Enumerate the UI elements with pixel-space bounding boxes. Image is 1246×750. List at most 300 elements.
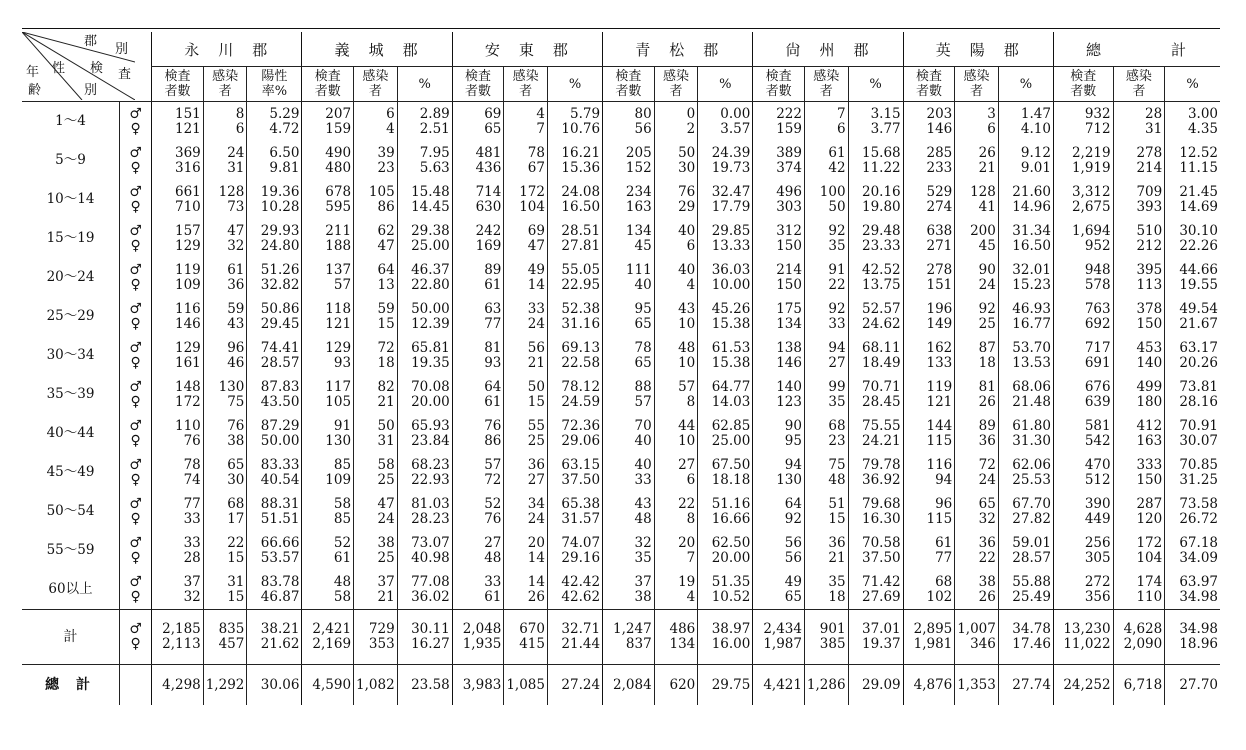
data-cell xyxy=(397,492,452,531)
male-value: 763 xyxy=(1084,300,1111,317)
female-value: 18.96 xyxy=(1179,636,1218,652)
male-value: 148 xyxy=(175,378,201,395)
male-value: 61.53 xyxy=(711,339,751,356)
female-value: 21.44 xyxy=(561,636,601,652)
subheader-text: 者數 xyxy=(164,84,191,99)
male-value: 529 xyxy=(926,183,953,200)
male-value: 37 xyxy=(377,573,395,590)
male-value: 67.50 xyxy=(711,456,751,473)
female-value: 28.45 xyxy=(861,393,901,410)
data-cell xyxy=(247,102,302,142)
male-value: 63.97 xyxy=(1179,573,1218,590)
data-cell xyxy=(547,258,602,297)
female-value: 20.00 xyxy=(411,393,450,410)
female-value: 4.35 xyxy=(1187,120,1218,137)
data-cell xyxy=(302,531,354,570)
grand-total-cell: 1,292 xyxy=(203,665,247,706)
data-cell xyxy=(753,531,805,570)
female-value: 1,919 xyxy=(1071,159,1111,176)
male-value: 45.26 xyxy=(711,300,751,317)
table-row xyxy=(22,219,1220,258)
male-value: 15.48 xyxy=(411,183,450,200)
data-cell xyxy=(603,492,655,531)
data-cell xyxy=(804,492,848,531)
female-value: 31 xyxy=(227,159,245,176)
male-symbol-icon: ♂ xyxy=(129,534,142,551)
male-value: 55.88 xyxy=(1012,573,1051,590)
data-cell xyxy=(452,258,504,297)
male-value: 1.47 xyxy=(1020,105,1051,122)
female-symbol-icon: ♀ xyxy=(130,588,141,605)
male-value: 412 xyxy=(1136,417,1163,434)
female-value: 630 xyxy=(475,198,502,215)
female-value: 29.16 xyxy=(561,549,601,566)
age-group: 50～54 xyxy=(46,503,95,519)
female-value: 480 xyxy=(325,159,352,176)
data-cell xyxy=(354,570,398,610)
female-value: 271 xyxy=(926,237,953,254)
data-cell xyxy=(698,570,753,610)
male-value: 932 xyxy=(1084,105,1111,122)
data-cell xyxy=(955,297,999,336)
data-cell xyxy=(152,531,204,570)
data-cell xyxy=(1053,570,1113,610)
female-value: 188 xyxy=(325,237,352,254)
male-value: 50 xyxy=(678,144,696,161)
female-value: 17 xyxy=(227,510,245,527)
female-value: 23.84 xyxy=(411,432,450,449)
male-value: 65 xyxy=(227,456,245,473)
female-value: 385 xyxy=(819,636,846,652)
data-cell xyxy=(203,375,247,414)
female-value: 692 xyxy=(1084,315,1111,332)
data-cell xyxy=(504,219,548,258)
subtotal-cell xyxy=(302,610,354,665)
female-value: 16.00 xyxy=(711,636,751,652)
male-value: 75 xyxy=(828,456,846,473)
male-value: 61 xyxy=(828,144,846,161)
female-value: 33 xyxy=(828,315,846,332)
male-symbol-icon: ♂ xyxy=(129,456,142,473)
female-value: 30.07 xyxy=(1179,432,1218,449)
male-value: 70.71 xyxy=(861,378,901,395)
male-value: 20 xyxy=(527,534,545,551)
subheader-uiseong-rate xyxy=(397,67,452,102)
male-value: 58 xyxy=(377,456,395,473)
data-cell xyxy=(397,102,452,142)
age-group: 10～14 xyxy=(46,191,95,207)
male-value: 129 xyxy=(175,339,201,356)
male-value: 96 xyxy=(227,339,245,356)
grand-total-cell: 29.75 xyxy=(698,665,753,706)
subtotal-cell xyxy=(698,610,753,665)
male-value: 61 xyxy=(227,261,245,278)
male-value: 678 xyxy=(325,183,352,200)
female-value: 415 xyxy=(519,636,545,652)
male-value: 16.21 xyxy=(561,144,601,161)
data-cell xyxy=(804,219,848,258)
data-cell xyxy=(152,453,204,492)
female-value: 25.53 xyxy=(1012,471,1051,488)
female-value: 14 xyxy=(527,549,545,566)
female-value: 104 xyxy=(1136,549,1163,566)
male-value: 32.01 xyxy=(1012,261,1051,278)
age-group: 5～9 xyxy=(55,152,86,168)
male-value: 65.38 xyxy=(561,495,601,512)
data-cell xyxy=(903,258,955,297)
male-value: 65.93 xyxy=(411,417,450,434)
data-cell xyxy=(397,219,452,258)
male-value: 24.39 xyxy=(711,144,751,161)
female-value: 40.54 xyxy=(260,471,300,488)
grand-total-cell: 3,983 xyxy=(452,665,504,706)
female-value: 11.22 xyxy=(861,159,901,176)
male-value: 38 xyxy=(978,573,996,590)
male-value: 510 xyxy=(1136,222,1163,239)
female-value: 8 xyxy=(686,510,696,527)
female-value: 40 xyxy=(634,432,652,449)
female-value: 36.92 xyxy=(861,471,901,488)
male-symbol-icon: ♂ xyxy=(129,261,142,278)
male-value: 2,434 xyxy=(763,621,802,637)
female-value: 21.48 xyxy=(1012,393,1051,410)
male-value: 234 xyxy=(625,183,652,200)
female-value: 65 xyxy=(484,120,502,137)
data-cell xyxy=(1053,219,1113,258)
female-value: 17.46 xyxy=(1012,636,1051,652)
male-value: 20 xyxy=(678,534,696,551)
data-cell xyxy=(1165,531,1220,570)
subtotal-cell xyxy=(903,610,955,665)
data-cell xyxy=(203,180,247,219)
female-value: 73 xyxy=(227,198,245,215)
male-value: 82 xyxy=(377,378,395,395)
female-value: 21 xyxy=(377,588,395,605)
table-row xyxy=(22,570,1220,610)
male-value: 31 xyxy=(227,573,245,590)
data-cell xyxy=(397,180,452,219)
sex-cell xyxy=(120,610,152,665)
female-value: 6 xyxy=(686,237,696,254)
data-cell xyxy=(452,414,504,453)
subheader-text: 感染 xyxy=(963,69,990,84)
male-value: 52 xyxy=(333,534,352,551)
male-value: 70.85 xyxy=(1179,456,1218,473)
female-value: 133 xyxy=(926,354,953,371)
female-value: 10 xyxy=(678,354,696,371)
male-value: 32.47 xyxy=(711,183,751,200)
data-cell xyxy=(247,258,302,297)
male-value: 287 xyxy=(1136,495,1163,512)
data-cell xyxy=(848,141,903,180)
data-cell xyxy=(547,414,602,453)
data-cell xyxy=(603,219,655,258)
age-group: 1～4 xyxy=(55,113,86,129)
female-value: 27 xyxy=(527,471,545,488)
data-cell xyxy=(302,141,354,180)
male-value: 65.81 xyxy=(411,339,450,356)
data-cell xyxy=(955,375,999,414)
male-value: 89 xyxy=(978,417,996,434)
male-value: 78 xyxy=(183,456,201,473)
male-value: 53.70 xyxy=(1012,339,1051,356)
male-value: 70.91 xyxy=(1179,417,1218,434)
data-cell xyxy=(203,414,247,453)
male-value: 19.36 xyxy=(260,183,300,200)
male-value: 12.52 xyxy=(1179,144,1218,161)
female-value: 303 xyxy=(776,198,802,215)
data-cell xyxy=(903,492,955,531)
female-value: 109 xyxy=(175,276,201,293)
data-cell xyxy=(848,219,903,258)
male-value: 174 xyxy=(1136,573,1163,590)
subheader-text: 者 xyxy=(368,84,382,99)
female-value: 29.06 xyxy=(561,432,601,449)
data-cell xyxy=(698,336,753,375)
data-cell xyxy=(903,336,955,375)
male-value: 32.71 xyxy=(561,621,601,637)
data-cell xyxy=(654,141,698,180)
data-cell xyxy=(848,258,903,297)
subtotal-row xyxy=(22,610,1220,665)
subtotal-cell xyxy=(998,610,1053,665)
data-cell xyxy=(302,219,354,258)
subheader-text: % xyxy=(1019,76,1033,92)
subtotal-cell xyxy=(397,610,452,665)
data-cell xyxy=(1053,531,1113,570)
table-row xyxy=(22,453,1220,492)
female-value: 13.75 xyxy=(861,276,901,293)
female-value: 18.18 xyxy=(711,471,751,488)
male-value: 21.60 xyxy=(1012,183,1051,200)
subheader-text: % xyxy=(418,76,431,92)
male-value: 58 xyxy=(333,495,352,512)
male-value: 57 xyxy=(484,456,502,473)
female-value: 19.55 xyxy=(1179,276,1218,293)
male-value: 28 xyxy=(1145,105,1163,122)
subtotal-cell xyxy=(603,610,655,665)
male-value: 717 xyxy=(1084,339,1111,356)
male-value: 119 xyxy=(926,378,953,395)
female-value: 12.39 xyxy=(411,315,450,332)
male-value: 76 xyxy=(678,183,696,200)
female-value: 24.59 xyxy=(561,393,601,410)
male-value: 470 xyxy=(1084,456,1111,473)
female-value: 47 xyxy=(377,237,395,254)
data-cell xyxy=(397,414,452,453)
data-cell xyxy=(603,141,655,180)
data-cell xyxy=(1053,453,1113,492)
subtotal-cell xyxy=(354,610,398,665)
female-value: 172 xyxy=(175,393,201,410)
data-cell xyxy=(698,375,753,414)
subheader-text: 検査 xyxy=(765,69,792,84)
age-group: 55～59 xyxy=(46,542,95,558)
male-value: 2,895 xyxy=(913,621,953,637)
data-cell xyxy=(654,375,698,414)
female-value: 38 xyxy=(634,588,652,605)
male-value: 81 xyxy=(484,339,502,356)
district-yeongcheon: 永 川 郡 xyxy=(152,32,302,67)
female-value: 163 xyxy=(625,198,652,215)
data-cell xyxy=(547,180,602,219)
data-cell xyxy=(354,141,398,180)
data-cell xyxy=(203,102,247,142)
data-cell xyxy=(998,492,1053,531)
female-value: 20.00 xyxy=(711,549,751,566)
data-cell xyxy=(504,570,548,610)
male-value: 64 xyxy=(784,495,802,512)
data-cell xyxy=(504,414,548,453)
female-symbol-icon: ♀ xyxy=(130,510,141,527)
male-value: 116 xyxy=(175,300,201,317)
data-cell xyxy=(452,531,504,570)
male-value: 73.07 xyxy=(411,534,450,551)
female-value: 33 xyxy=(183,510,201,527)
male-value: 83.33 xyxy=(260,456,300,473)
male-value: 61.80 xyxy=(1012,417,1051,434)
table-row xyxy=(22,336,1220,375)
data-cell xyxy=(955,492,999,531)
female-value: 31.16 xyxy=(561,315,601,332)
female-value: 146 xyxy=(926,120,953,137)
male-value: 129 xyxy=(325,339,352,356)
male-value: 19 xyxy=(678,573,696,590)
data-cell xyxy=(955,570,999,610)
female-value: 15.38 xyxy=(711,315,751,332)
male-value: 71.42 xyxy=(861,573,901,590)
male-value: 76 xyxy=(484,417,502,434)
female-value: 77 xyxy=(935,549,953,566)
female-value: 31.25 xyxy=(1179,471,1218,488)
data-cell xyxy=(654,102,698,142)
male-value: 242 xyxy=(475,222,502,239)
female-value: 4 xyxy=(686,588,696,605)
female-value: 4.10 xyxy=(1020,120,1051,137)
male-value: 63 xyxy=(484,300,502,317)
data-cell xyxy=(247,141,302,180)
female-value: 15 xyxy=(227,549,245,566)
female-symbol-icon: ♀ xyxy=(130,471,141,488)
female-value: 149 xyxy=(926,315,953,332)
female-value: 10.52 xyxy=(711,588,751,605)
male-symbol-icon: ♂ xyxy=(129,222,142,239)
data-cell xyxy=(654,414,698,453)
male-value: 43 xyxy=(634,495,652,512)
sex-cell xyxy=(120,297,152,336)
grand-total-label: 總 計 xyxy=(45,676,96,693)
data-cell xyxy=(1113,375,1165,414)
male-value: 57 xyxy=(678,378,696,395)
male-value: 137 xyxy=(325,261,352,278)
male-value: 29.48 xyxy=(861,222,901,239)
male-value: 77 xyxy=(183,495,201,512)
grand-total-cell: 1,082 xyxy=(354,665,398,706)
female-value: 21 xyxy=(377,393,395,410)
male-value: 72.36 xyxy=(561,417,601,434)
female-value: 837 xyxy=(625,636,652,652)
female-value: 25 xyxy=(527,432,545,449)
male-value: 285 xyxy=(926,144,953,161)
male-value: 96 xyxy=(935,495,953,512)
data-cell xyxy=(504,141,548,180)
male-value: 205 xyxy=(625,144,652,161)
male-value: 36 xyxy=(527,456,545,473)
data-cell xyxy=(654,492,698,531)
subheader-yeongyang-rate xyxy=(998,67,1053,102)
female-value: 15.36 xyxy=(561,159,601,176)
data-cell xyxy=(152,258,204,297)
male-value: 2,185 xyxy=(162,621,201,637)
data-cell xyxy=(955,141,999,180)
male-value: 70.08 xyxy=(411,378,450,395)
data-cell xyxy=(654,219,698,258)
female-value: 27.82 xyxy=(1012,510,1051,527)
data-cell xyxy=(753,219,805,258)
female-value: 24.80 xyxy=(260,237,300,254)
female-value: 710 xyxy=(175,198,201,215)
male-value: 6.50 xyxy=(269,144,300,161)
female-value: 150 xyxy=(776,276,802,293)
female-value: 393 xyxy=(1136,198,1163,215)
data-cell xyxy=(152,492,204,531)
data-cell xyxy=(302,414,354,453)
female-value: 48 xyxy=(484,549,502,566)
data-cell xyxy=(698,531,753,570)
female-value: 120 xyxy=(1136,510,1163,527)
male-value: 196 xyxy=(926,300,953,317)
female-value: 72 xyxy=(484,471,502,488)
data-cell xyxy=(504,375,548,414)
female-value: 712 xyxy=(1084,120,1111,137)
sex-cell xyxy=(120,453,152,492)
data-cell xyxy=(504,531,548,570)
data-cell xyxy=(247,531,302,570)
male-value: 5.79 xyxy=(569,105,601,122)
male-value: 70 xyxy=(634,417,652,434)
female-value: 212 xyxy=(1136,237,1163,254)
female-value: 24 xyxy=(527,510,545,527)
female-value: 18.49 xyxy=(861,354,901,371)
male-value: 105 xyxy=(368,183,395,200)
male-value: 4 xyxy=(536,105,545,122)
female-value: 94 xyxy=(935,471,953,488)
subtotal-cell xyxy=(804,610,848,665)
male-value: 46.37 xyxy=(411,261,450,278)
subheader-text: 検査 xyxy=(615,69,642,84)
subheader-sangju-infected xyxy=(804,67,848,102)
grand-total-cell: 1,085 xyxy=(504,665,548,706)
male-value: 0.00 xyxy=(720,105,751,122)
male-value: 73.58 xyxy=(1179,495,1218,512)
female-value: 15.23 xyxy=(1012,276,1051,293)
table-row xyxy=(22,414,1220,453)
female-value: 95 xyxy=(784,432,802,449)
data-cell xyxy=(955,531,999,570)
subheader-text: % xyxy=(1186,76,1199,92)
male-value: 36 xyxy=(978,534,996,551)
male-value: 52 xyxy=(484,495,502,512)
data-cell xyxy=(452,453,504,492)
data-cell xyxy=(354,492,398,531)
male-value: 3.15 xyxy=(870,105,901,122)
male-value: 50.00 xyxy=(411,300,450,317)
male-value: 378 xyxy=(1136,300,1163,317)
male-value: 59.01 xyxy=(1012,534,1051,551)
data-cell xyxy=(804,336,848,375)
data-cell xyxy=(698,453,753,492)
data-cell xyxy=(955,414,999,453)
